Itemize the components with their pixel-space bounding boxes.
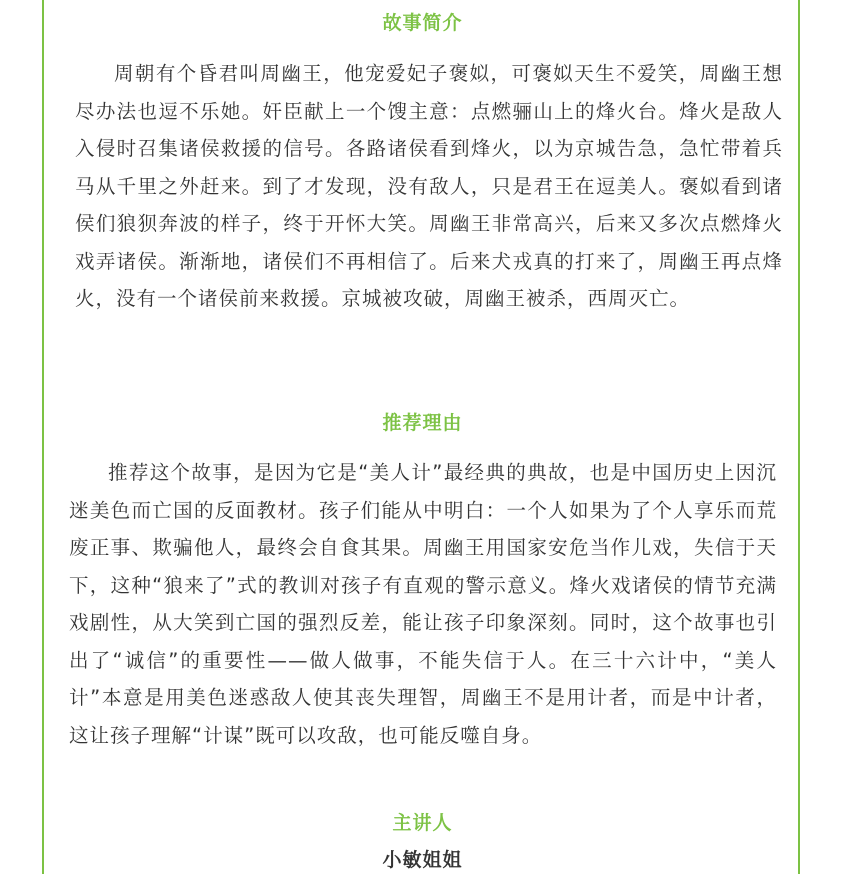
section-title-story: 故事简介 — [382, 12, 463, 34]
section-title-reason: 推荐理由 — [382, 412, 463, 434]
speaker-name: 小敏姐姐 — [382, 849, 463, 871]
reason-paragraph: 推荐这个故事，是因为它是“美人计”最经典的典故，也是中国历史上因沉迷美色而亡国的反面教材。孩子们能从中明白：一个人如果为了个人享乐而荒废正事、欺骗他人，最终会自食其果。周幽王用国家安危当作儿戏，失信于天下，这种“狼来了”式的教训对孩子有直观的警示意义。烽火戏诸侯的情节充满戏剧性，从大笑到亡国的强烈反差，能让孩子印象深刻。同时，这个故事也引出了“诚信”的重要性——做人做事，不能失信于人。在三十六计中，“美人计”本意是用美色迷惑敌人使其丧失理智，周幽王不是用计者，而是中计者，这让孩子理解“计谋”既可以攻敌，也可能反噬自身。 — [69, 461, 777, 747]
story-paragraph: 周朝有个昏君叫周幽王，他宠爱妃子褒姒，可褒姒天生不爱笑，周幽王想尽办法也逗不乐她。奸臣献上一个馊主意：点燃骊山上的烽火台。烽火是敌人入侵时召集诸侯救援的信号。各路诸侯看到烽火，以为京城告急，急忙带着兵马从千里之外赶来。到了才发现，没有敌人，只是君王在逗美人。褒姒看到诸侯们狼狈奔波的样子，终于开怀大笑。周幽王非常高兴，后来又多次点燃烽火戏弄诸侯。渐渐地，诸侯们不再相信了。后来犬戎真的打来了，周幽王再点烽火，没有一个诸侯前来救援。京城被攻破，周幽王被杀，西周灭亡。 — [75, 62, 783, 310]
section-title-speaker: 主讲人 — [392, 812, 453, 834]
